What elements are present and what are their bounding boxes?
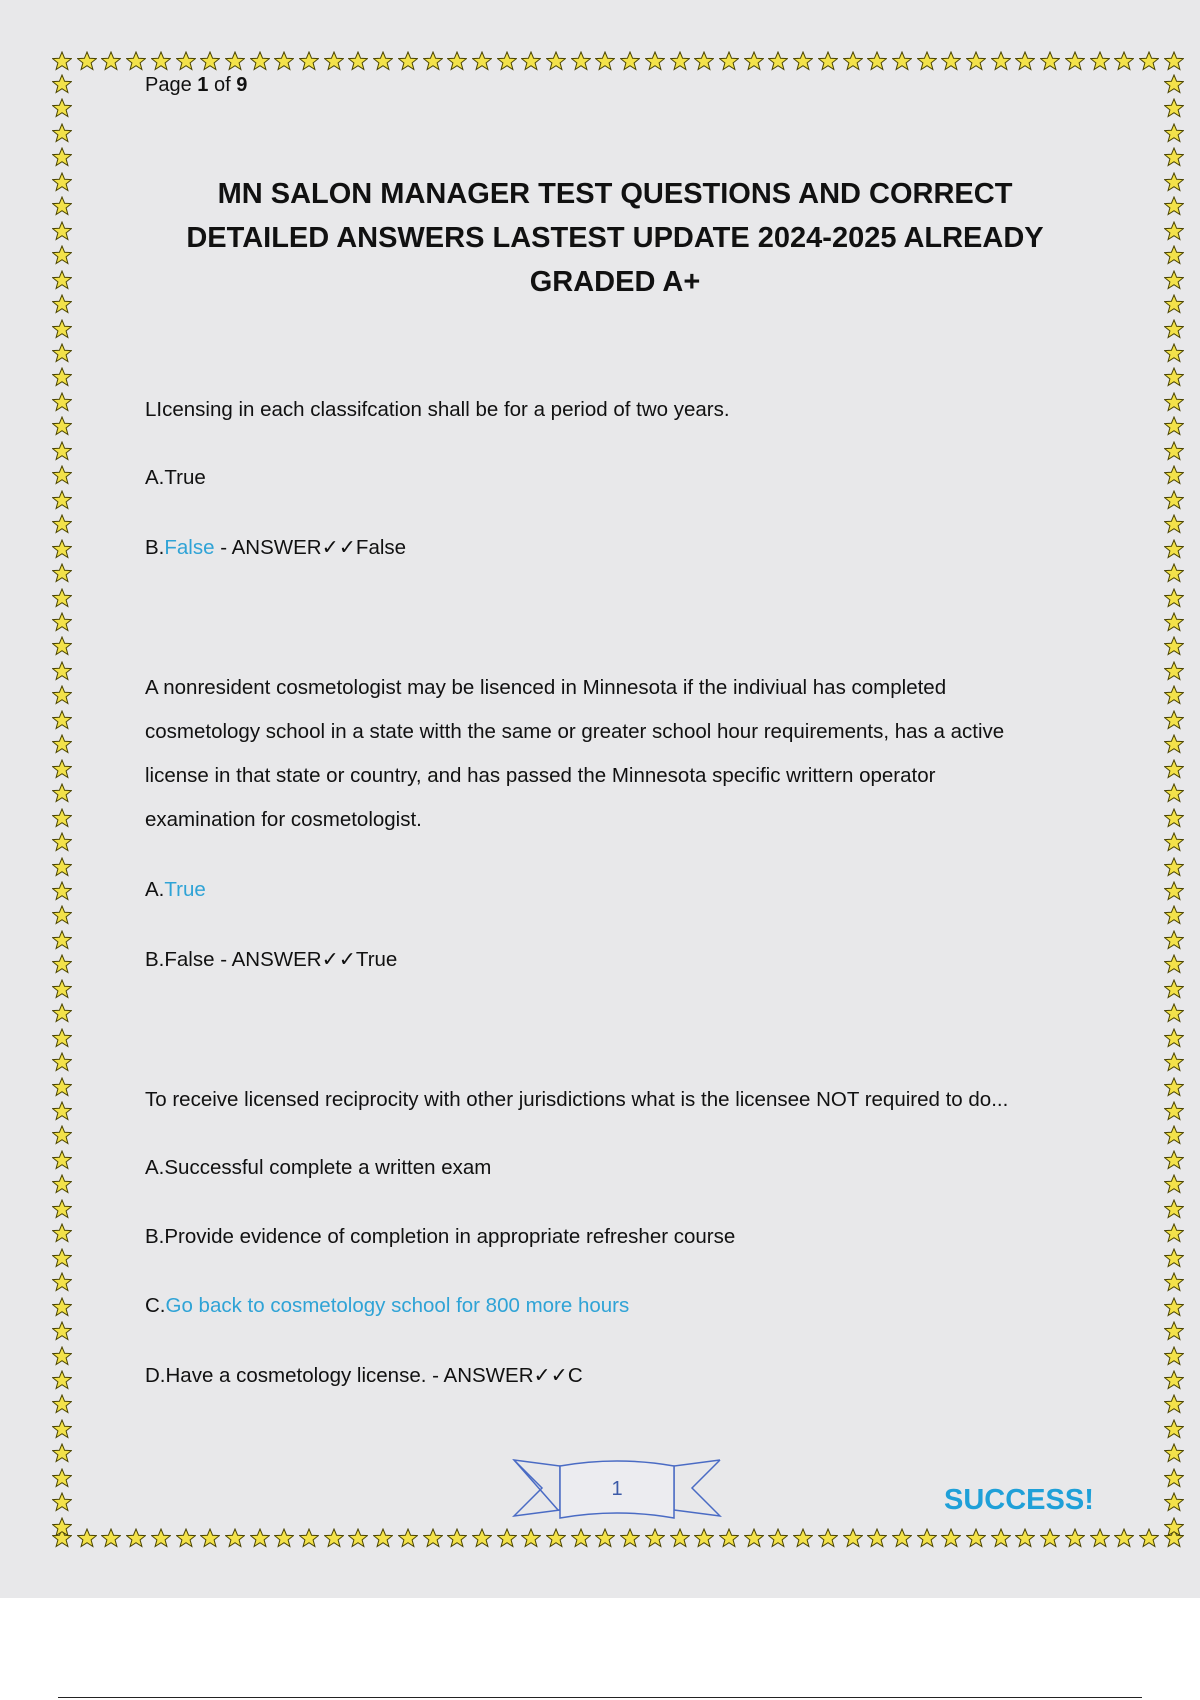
footer-divider <box>58 1697 1142 1698</box>
star-icon <box>373 51 393 74</box>
star-icon <box>1164 636 1184 659</box>
star-icon <box>719 1528 739 1551</box>
star-icon <box>52 1321 72 1344</box>
star-icon <box>1164 123 1184 146</box>
option-text: D.Have a cosmetology license. <box>145 1364 427 1387</box>
star-icon <box>176 51 196 74</box>
option-prefix: C. <box>145 1294 166 1317</box>
star-icon <box>1164 319 1184 342</box>
star-icon <box>52 808 72 831</box>
page-number-ribbon <box>512 1452 722 1524</box>
star-icon <box>1164 1199 1184 1222</box>
star-icon <box>52 490 72 513</box>
question-3-option-a: A.Successful complete a written exam <box>145 1156 492 1179</box>
star-icon <box>77 1528 97 1551</box>
star-icon <box>1164 588 1184 611</box>
star-icon <box>299 51 319 74</box>
star-icon <box>151 1528 171 1551</box>
star-icon <box>52 343 72 366</box>
star-icon <box>1164 147 1184 170</box>
star-icon <box>52 588 72 611</box>
star-icon <box>447 1528 467 1551</box>
star-icon <box>1164 1125 1184 1148</box>
star-icon <box>225 51 245 74</box>
star-icon <box>1164 1370 1184 1393</box>
star-icon <box>1164 1443 1184 1466</box>
star-icon <box>126 51 146 74</box>
question-3-option-d <box>145 1354 1085 1398</box>
star-icon <box>52 759 72 782</box>
star-icon <box>77 51 97 74</box>
star-icon <box>52 661 72 684</box>
star-icon <box>52 1199 72 1222</box>
prompt-line: cosmetology school in a state witth the same or greater school hour requirements, has a active <box>145 720 1005 743</box>
star-icon <box>497 51 517 74</box>
star-icon <box>52 1272 72 1295</box>
star-icon <box>52 1394 72 1417</box>
star-icon <box>52 1150 72 1173</box>
star-icon <box>52 319 72 342</box>
star-icon <box>52 441 72 464</box>
star-icon <box>423 1528 443 1551</box>
star-icon <box>1164 1223 1184 1246</box>
star-icon <box>52 979 72 1002</box>
star-icon <box>126 1528 146 1551</box>
star-icon <box>1164 979 1184 1002</box>
star-icon <box>52 98 72 121</box>
question-2-option-a <box>145 868 1085 912</box>
star-icon <box>546 51 566 74</box>
star-icon <box>1164 1321 1184 1344</box>
star-icon <box>52 930 72 953</box>
star-icon <box>1164 392 1184 415</box>
star-icon <box>1164 930 1184 953</box>
star-icon <box>645 51 665 74</box>
star-icon <box>1164 1394 1184 1417</box>
star-icon <box>818 51 838 74</box>
star-icon <box>1164 612 1184 635</box>
star-icon <box>52 1346 72 1369</box>
star-icon <box>1164 881 1184 904</box>
star-icon <box>52 172 72 195</box>
question-3-option-b: B.Provide evidence of completion in appropriate refresher course <box>145 1225 736 1248</box>
star-icon <box>398 1528 418 1551</box>
star-icon <box>1090 1528 1110 1551</box>
star-icon <box>1164 98 1184 121</box>
star-icon <box>1164 441 1184 464</box>
star-icon <box>1164 1272 1184 1295</box>
star-icon <box>1139 51 1159 74</box>
star-icon <box>52 881 72 904</box>
star-icon <box>1040 51 1060 74</box>
option-text: True <box>164 466 206 489</box>
star-icon <box>670 51 690 74</box>
page-label: Page <box>145 74 192 96</box>
star-icon <box>843 51 863 74</box>
document-title <box>135 172 1095 304</box>
star-icon <box>52 1370 72 1393</box>
star-icon <box>52 514 72 537</box>
star-icon <box>52 905 72 928</box>
question-1-prompt: LIcensing in each classifcation shall be for a period of two years. <box>145 398 730 421</box>
star-icon <box>52 147 72 170</box>
star-icon <box>52 612 72 635</box>
star-icon <box>101 1528 121 1551</box>
prompt-line: license in that state or country, and has passed the Minnesota specific writtern operator <box>145 764 936 787</box>
star-icon <box>1164 954 1184 977</box>
page-current: 1 <box>197 74 209 96</box>
star-icon <box>200 1528 220 1551</box>
star-icon <box>52 1125 72 1148</box>
star-icon <box>1015 51 1035 74</box>
star-icon <box>719 51 739 74</box>
star-icon <box>52 1419 72 1442</box>
star-icon <box>867 51 887 74</box>
star-icon <box>1164 734 1184 757</box>
star-icon <box>1164 1517 1184 1540</box>
star-icon <box>1164 465 1184 488</box>
star-icon <box>1164 1248 1184 1271</box>
star-icon <box>694 1528 714 1551</box>
star-icon <box>52 636 72 659</box>
star-icon <box>52 857 72 880</box>
star-icon <box>1164 661 1184 684</box>
star-icon <box>1090 51 1110 74</box>
star-icon <box>52 685 72 708</box>
star-icon <box>1164 1492 1184 1515</box>
star-icon <box>595 1528 615 1551</box>
star-icon <box>1164 1052 1184 1075</box>
star-icon <box>1164 367 1184 390</box>
star-icon <box>1164 759 1184 782</box>
star-icon <box>52 1517 72 1540</box>
star-icon <box>1164 1028 1184 1051</box>
star-icon <box>52 1248 72 1271</box>
star-icon <box>917 51 937 74</box>
answer-text: - ANSWER✓✓False <box>214 536 407 559</box>
prompt-line: examination for cosmetologist. <box>145 808 422 831</box>
star-icon <box>423 51 443 74</box>
star-icon <box>52 734 72 757</box>
star-icon <box>1164 1346 1184 1369</box>
star-icon <box>101 51 121 74</box>
option-prefix: B. <box>145 536 165 559</box>
star-icon <box>595 51 615 74</box>
star-icon <box>1164 172 1184 195</box>
star-icon <box>52 783 72 806</box>
star-icon <box>52 1052 72 1075</box>
star-icon <box>892 51 912 74</box>
star-icon <box>200 51 220 74</box>
star-icon <box>1015 1528 1035 1551</box>
star-icon <box>52 1077 72 1100</box>
star-icon <box>274 1528 294 1551</box>
star-icon <box>398 51 418 74</box>
star-icon <box>694 51 714 74</box>
star-icon <box>645 1528 665 1551</box>
star-border-top <box>52 50 1184 74</box>
star-icon <box>373 1528 393 1551</box>
star-icon <box>52 270 72 293</box>
star-icon <box>793 1528 813 1551</box>
title-line-1: MN SALON MANAGER TEST QUESTIONS AND CORRECT <box>217 178 1013 210</box>
star-icon <box>52 1443 72 1466</box>
star-icon <box>1164 1150 1184 1173</box>
star-icon <box>250 51 270 74</box>
star-icon <box>1139 1528 1159 1551</box>
star-icon <box>52 196 72 219</box>
star-icon <box>52 1223 72 1246</box>
star-icon <box>52 294 72 317</box>
star-icon <box>299 1528 319 1551</box>
star-icon <box>52 51 72 74</box>
star-icon <box>52 1297 72 1320</box>
question-3-prompt: To receive licensed reciprocity with other jurisdictions what is the licensee NOT required to do... <box>145 1088 1009 1111</box>
star-icon <box>867 1528 887 1551</box>
star-icon <box>52 1174 72 1197</box>
correct-option-text: False <box>164 536 215 559</box>
star-icon <box>1164 221 1184 244</box>
star-icon <box>1164 539 1184 562</box>
star-icon <box>1164 1077 1184 1100</box>
option-prefix: A. <box>145 878 165 901</box>
star-icon <box>52 1028 72 1051</box>
option-prefix: B. <box>145 948 165 971</box>
star-icon <box>1164 490 1184 513</box>
star-icon <box>620 51 640 74</box>
star-icon <box>52 74 72 97</box>
star-icon <box>571 1528 591 1551</box>
title-line-3: GRADED A+ <box>529 266 701 298</box>
star-icon <box>52 123 72 146</box>
star-icon <box>917 1528 937 1551</box>
star-icon <box>274 51 294 74</box>
star-icon <box>941 51 961 74</box>
star-icon <box>447 51 467 74</box>
correct-option-text: True <box>164 878 206 901</box>
star-icon <box>768 51 788 74</box>
star-icon <box>1164 416 1184 439</box>
star-icon <box>1164 1297 1184 1320</box>
star-icon <box>1164 905 1184 928</box>
star-icon <box>472 1528 492 1551</box>
star-icon <box>991 1528 1011 1551</box>
star-icon <box>1164 1003 1184 1026</box>
star-icon <box>966 51 986 74</box>
page-indicator <box>145 74 247 97</box>
question-1-option-a <box>145 456 1085 500</box>
option-prefix: A. <box>145 466 165 489</box>
star-icon <box>1164 808 1184 831</box>
footer-page-number: 1 <box>611 1478 623 1500</box>
question-1-option-b <box>145 526 1085 570</box>
star-icon <box>1164 563 1184 586</box>
star-icon <box>52 367 72 390</box>
star-icon <box>991 51 1011 74</box>
star-icon <box>472 51 492 74</box>
star-icon <box>324 1528 344 1551</box>
star-icon <box>151 51 171 74</box>
star-border-left <box>50 74 74 1540</box>
star-icon <box>521 51 541 74</box>
star-icon <box>1164 51 1184 74</box>
star-icon <box>52 1101 72 1124</box>
star-icon <box>892 1528 912 1551</box>
star-icon <box>670 1528 690 1551</box>
star-icon <box>1164 1419 1184 1442</box>
star-icon <box>1164 783 1184 806</box>
star-icon <box>1040 1528 1060 1551</box>
star-icon <box>52 832 72 855</box>
star-icon <box>52 710 72 733</box>
star-icon <box>348 1528 368 1551</box>
star-icon <box>818 1528 838 1551</box>
title-line-2: DETAILED ANSWERS LASTEST UPDATE 2024-2025 ALREADY <box>186 222 1044 254</box>
star-icon <box>52 465 72 488</box>
question-2-prompt <box>145 666 1085 842</box>
star-icon <box>744 1528 764 1551</box>
star-icon <box>52 221 72 244</box>
star-icon <box>1164 294 1184 317</box>
prompt-line: A nonresident cosmetologist may be lisenced in Minnesota if the indiviual has completed <box>145 676 947 699</box>
star-icon <box>52 392 72 415</box>
star-icon <box>1164 1101 1184 1124</box>
correct-option-text: Go back to cosmetology school for 800 more hours <box>165 1294 630 1317</box>
star-icon <box>521 1528 541 1551</box>
star-icon <box>1114 51 1134 74</box>
answer-text: - ANSWER✓✓True <box>214 948 398 971</box>
star-icon <box>52 245 72 268</box>
success-badge: SUCCESS! <box>944 1484 1094 1516</box>
answer-text: - ANSWER✓✓C <box>426 1364 583 1387</box>
star-icon <box>52 539 72 562</box>
star-icon <box>571 51 591 74</box>
star-icon <box>1065 1528 1085 1551</box>
star-icon <box>176 1528 196 1551</box>
star-icon <box>52 1003 72 1026</box>
star-icon <box>1164 74 1184 97</box>
star-icon <box>1164 343 1184 366</box>
star-icon <box>966 1528 986 1551</box>
question-3-option-c <box>145 1284 1085 1328</box>
star-border-bottom <box>52 1527 1184 1551</box>
star-icon <box>768 1528 788 1551</box>
star-icon <box>1164 514 1184 537</box>
star-icon <box>1164 832 1184 855</box>
option-text: False <box>164 948 215 971</box>
star-icon <box>1164 1468 1184 1491</box>
star-icon <box>546 1528 566 1551</box>
star-icon <box>52 416 72 439</box>
star-icon <box>52 1492 72 1515</box>
star-icon <box>225 1528 245 1551</box>
star-icon <box>1114 1528 1134 1551</box>
page-total: 9 <box>236 74 248 96</box>
star-icon <box>1164 196 1184 219</box>
page-of: of <box>213 74 231 96</box>
star-icon <box>1164 857 1184 880</box>
star-icon <box>52 563 72 586</box>
star-icon <box>250 1528 270 1551</box>
star-icon <box>1164 685 1184 708</box>
question-2-option-b <box>145 938 1085 982</box>
star-icon <box>348 51 368 74</box>
star-icon <box>1164 270 1184 293</box>
star-icon <box>1065 51 1085 74</box>
star-icon <box>1164 710 1184 733</box>
star-icon <box>941 1528 961 1551</box>
star-icon <box>843 1528 863 1551</box>
star-border-right <box>1162 74 1186 1540</box>
star-icon <box>324 51 344 74</box>
star-icon <box>497 1528 517 1551</box>
star-icon <box>620 1528 640 1551</box>
star-icon <box>793 51 813 74</box>
star-icon <box>52 1468 72 1491</box>
star-icon <box>744 51 764 74</box>
star-icon <box>1164 245 1184 268</box>
star-icon <box>1164 1174 1184 1197</box>
star-icon <box>52 954 72 977</box>
